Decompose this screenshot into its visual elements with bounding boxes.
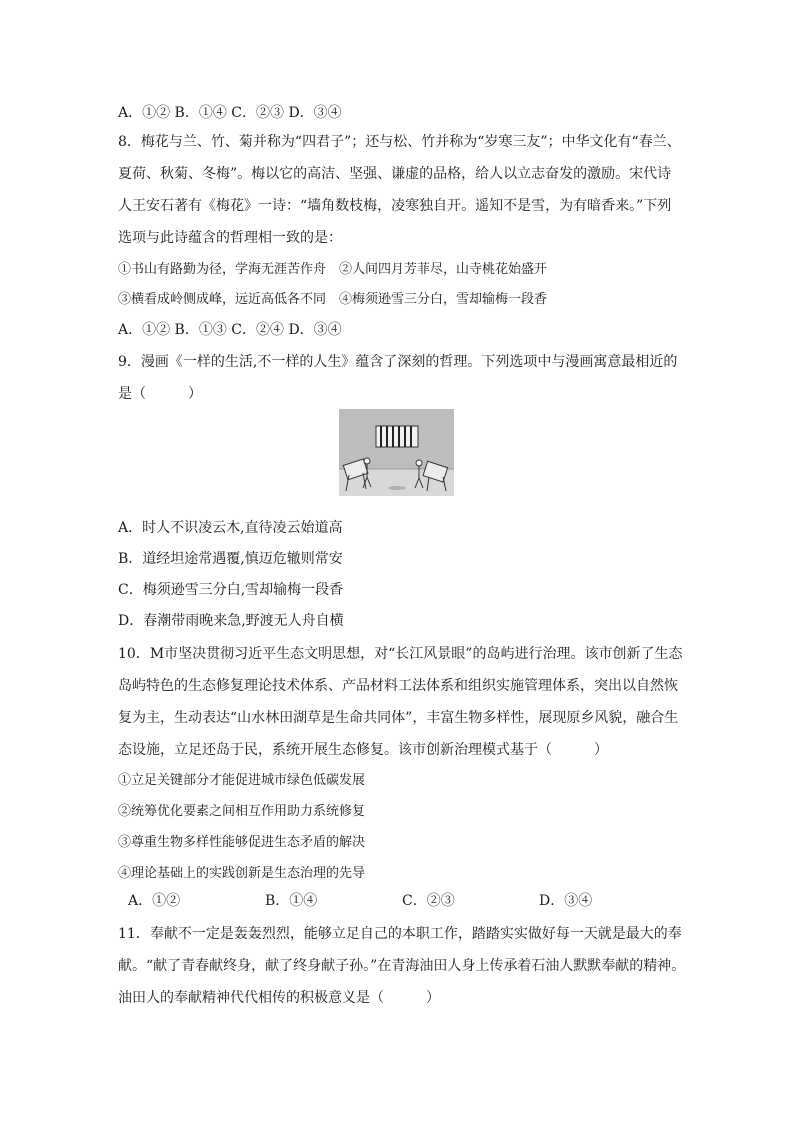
q10-stem-line-4: 态设施，立足还岛于民，系统开展生态修复。该市创新治理模式基于（ ）	[118, 742, 608, 758]
q10-option-b: B．①④	[265, 893, 318, 909]
q10-item-2: ②统筹优化要素之间相互作用助力系统修复	[118, 804, 366, 819]
q10-stem-line-3: 复为主，生动表达“山水林田湖草是生命共同体”，丰富生物多样性，展现原乡风貌，融合生	[118, 710, 679, 726]
q9-option-d: D．春潮带雨晚来急,野渡无人舟自横	[118, 613, 344, 629]
q9-option-b: B．道经坦途常遇覆,慎迈危辙则常安	[118, 551, 343, 567]
q10-item-3: ③尊重生物多样性能够促进生态矛盾的解决	[118, 835, 366, 850]
q10-option-a: A．①②	[128, 893, 181, 909]
q10-stem-line-2: 岛屿特色的生态修复理论技术体系、产品材料工法体系和组织实施管理体系，突出以自然恢	[118, 678, 678, 694]
q8-items-1-2: ①书山有路勤为径，学海无涯苦作舟 ②人间四月芳菲尽，山寺桃花始盛开	[118, 262, 548, 277]
q7-options: A．①② B．①④ C．②③ D．③④	[118, 105, 342, 121]
q11-stem-line-3: 油田人的奉献精神代代相传的积极意义是（ ）	[118, 990, 440, 1006]
q9-stem-line-1: 9．漫画《一样的生活,不一样的人生》蕴含了深刻的哲理。下列选项中与漫画寓意最相近的	[118, 354, 678, 370]
q9-stem-line-2: 是（ ）	[118, 386, 202, 402]
q10-option-c: C．②③	[402, 893, 455, 909]
q8-stem-line-3: 人王安石著有《梅花》一诗：“墙角数枝梅，凌寒独自开。遥知不是雪，为有暗香来。”下列	[118, 198, 672, 214]
q8-stem-line-4: 选项与此诗蕴含的哲理相一致的是：	[118, 230, 342, 246]
q9-option-c: C．梅须逊雪三分白,雪却输梅一段香	[118, 582, 344, 598]
q8-stem-line-1: 8．梅花与兰、竹、菊并称为“四君子”；还与松、竹并称为“岁寒三友”；中华文化有“春兰、	[118, 134, 681, 150]
q9-option-a: A．时人不识凌云木,直待凌云始道高	[118, 520, 343, 536]
q8-options: A．①② B．①③ C．②④ D．③④	[118, 322, 342, 338]
q11-stem-line-1: 11．奉献不一定是轰轰烈烈，能够立足自己的本职工作，踏踏实实做好每一天就是最大的奉	[118, 926, 682, 942]
q8-stem-line-2: 夏荷、秋菊、冬梅”。梅以它的高洁、坚强、谦虚的品格，给人以立志奋发的激励。宋代诗	[118, 166, 672, 182]
q8-items-3-4: ③横看成岭侧成峰，远近高低各不同 ④梅须逊雪三分白，雪却输梅一段香	[118, 292, 548, 307]
q10-options-row	[128, 891, 648, 911]
q10-stem-line-1: 10．M市坚决贯彻习近平生态文明思想，对“长江风景眼”的岛屿进行治理。该市创新了生态	[118, 646, 683, 662]
q10-item-4: ④理论基础上的实践创新是生态治理的先导	[118, 866, 366, 881]
q10-option-d: D．③④	[539, 893, 593, 909]
q10-item-1: ①立足关键部分才能促进城市绿色低碳发展	[118, 773, 366, 788]
prison-cartoon-image	[339, 409, 454, 496]
q11-stem-line-2: 献。“献了青春献终身，献了终身献子孙。”在青海油田人身上传承着石油人默默奉献的精神。	[118, 958, 686, 974]
